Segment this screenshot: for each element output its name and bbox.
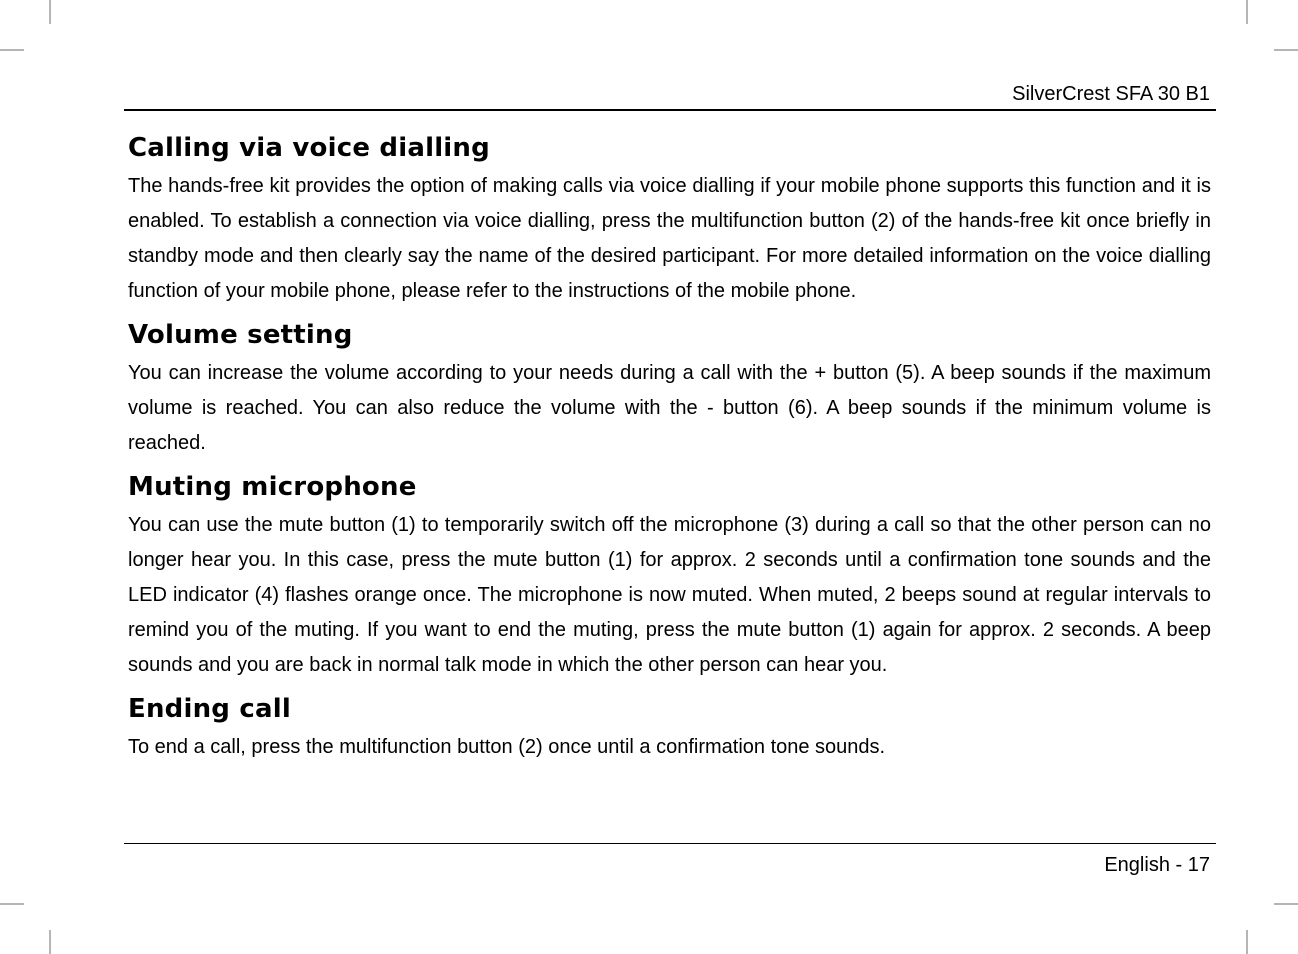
section-heading: Ending call [128, 694, 291, 724]
crop-mark-bottom-left-horizontal [0, 903, 24, 905]
page-number: 17 [1187, 854, 1210, 876]
section-paragraph: You can use the mute button (1) to temporarily switch off the microphone (3) during a call so that the other person can no longer hear you. In this case, press the mute button (1) for approx. 2 seconds until a confirmation tone sounds and the LED indicator (4) flashes orange once. The microphone is now muted. When muted, 2 beeps sound at regular intervals to remind you of the muting. If you want to end the muting, press the mute button (1) again for approx. 2 seconds. A beep sounds and you are back in normal talk mode in which the other person can hear you. [128, 514, 1211, 676]
footer-rule [124, 843, 1216, 844]
page-footer [1104, 852, 1210, 878]
footer-separator: - [1175, 854, 1183, 876]
section-paragraph: The hands-free kit provides the option of making calls via voice dialling if your mobile phone supports this function and it is enabled. To establish a connection via voice dialling, press the multifunction button (2) of the hands-free kit once briefly in standby mode and then clearly say the name of the desired participant. For more detailed information on the voice dialling function of your mobile phone, please refer to the instructions of the mobile phone. [128, 175, 1211, 302]
page-content [128, 130, 1211, 773]
section-heading: Calling via voice dialling [128, 133, 490, 163]
section-ending-call [128, 691, 1211, 765]
crop-mark-bottom-right-vertical [1246, 930, 1248, 954]
section-heading: Muting microphone [128, 472, 417, 502]
crop-mark-top-left-horizontal [0, 49, 24, 51]
crop-mark-bottom-left-vertical [49, 930, 51, 954]
section-muting-microphone [128, 469, 1211, 683]
crop-mark-top-right-horizontal [1274, 49, 1298, 51]
running-header: SilverCrest SFA 30 B1 [1012, 83, 1210, 105]
crop-mark-top-left-vertical [49, 0, 51, 24]
section-paragraph: You can increase the volume according to your needs during a call with the + button (5). A beep sounds if the maximum volume is reached. You can also reduce the volume with the - button (6). A beep sounds if the minimum volume is reached. [128, 362, 1211, 454]
section-calling-via-voice-dialling [128, 130, 1211, 309]
crop-mark-bottom-right-horizontal [1274, 903, 1298, 905]
header-rule [124, 109, 1216, 111]
section-volume-setting [128, 317, 1211, 461]
section-paragraph: To end a call, press the multifunction button (2) once until a confirmation tone sounds. [128, 736, 886, 758]
footer-language: English [1104, 854, 1170, 876]
section-heading: Volume setting [128, 320, 353, 350]
crop-mark-top-right-vertical [1246, 0, 1248, 24]
